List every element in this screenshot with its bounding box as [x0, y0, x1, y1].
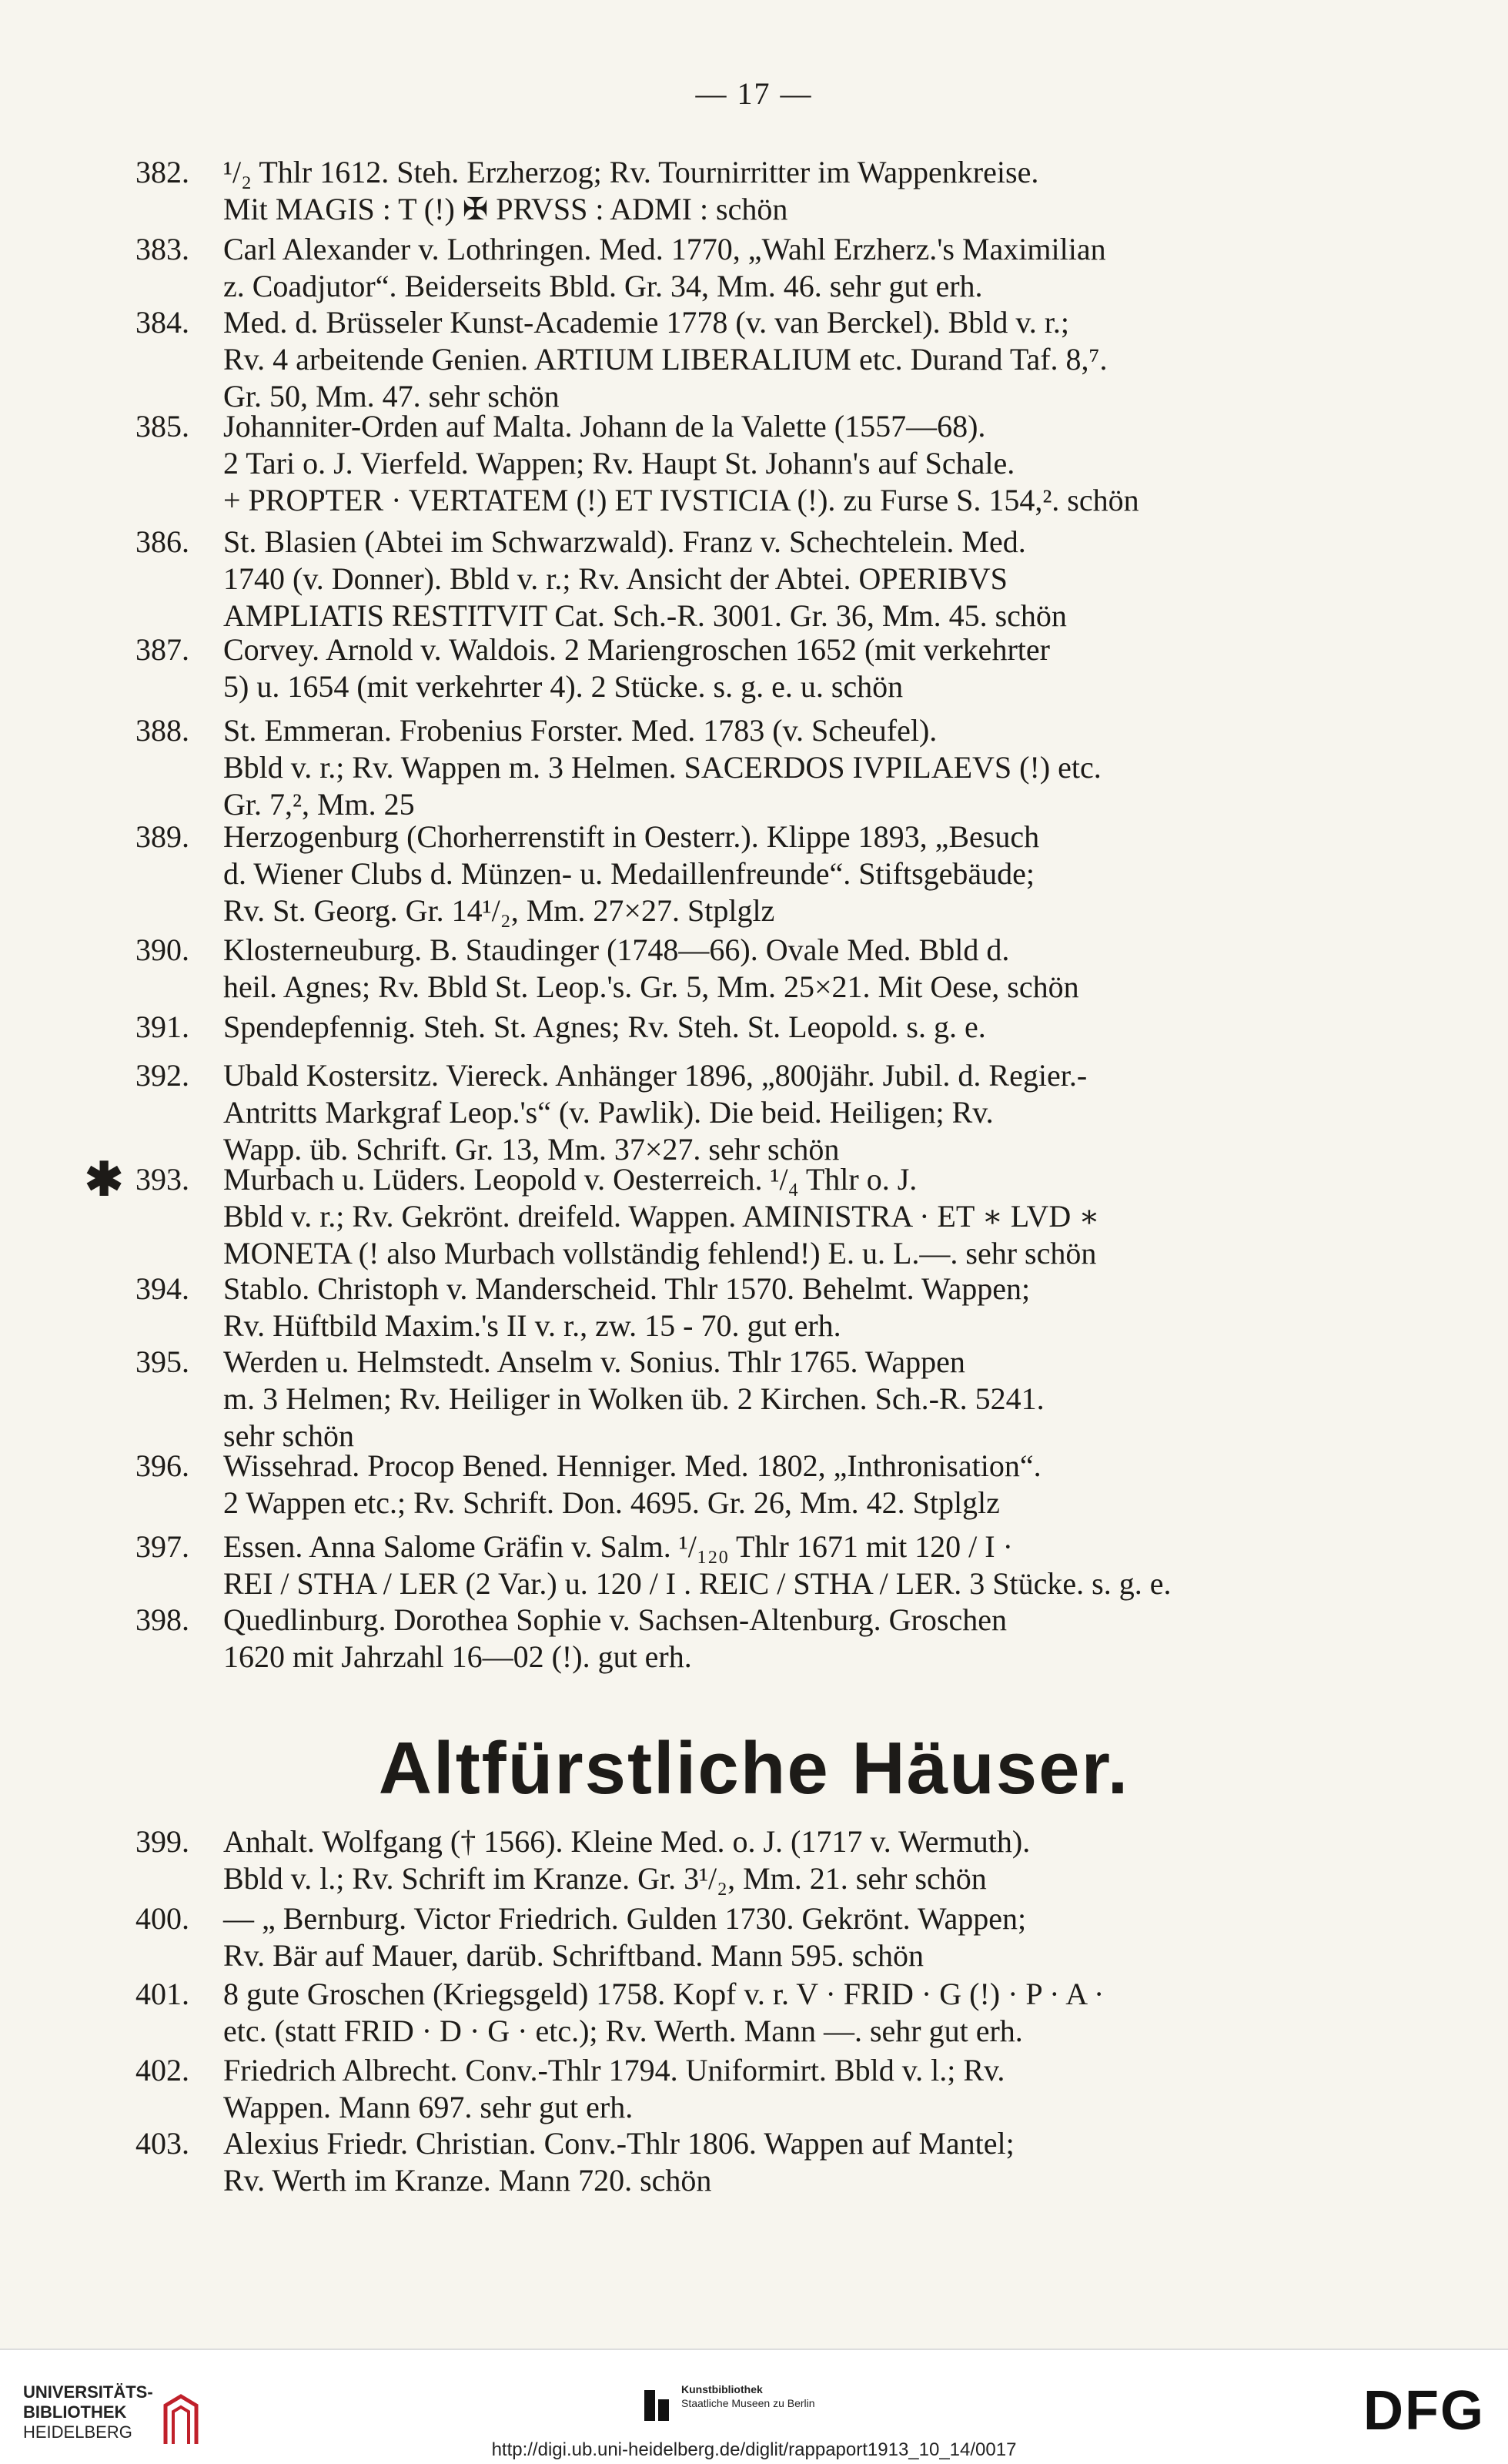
- entry-line: Stablo. Christoph v. Manderscheid. Thlr 1570. Behelmt. Wappen;: [223, 1271, 1031, 1306]
- ub-logo-line1: UNIVERSITÄTS-: [23, 2382, 153, 2402]
- entry-line: 2 Wappen etc.; Rv. Schrift. Don. 4695. Gr. 26, Mm. 42. Stplglz: [223, 1485, 1000, 1520]
- entry-line: Essen. Anna Salome Gräfin v. Salm. ¹/₁₂₀ Thlr 1671 mit 120 / I ·: [223, 1529, 1013, 1564]
- entry-line: Rv. Werth im Kranze. Mann 720. schön: [223, 2163, 712, 2198]
- entry-line: d. Wiener Clubs d. Münzen- u. Medaillenfreunde“. Stiftsgebäude;: [223, 856, 1035, 891]
- entry-text: [223, 524, 1347, 634]
- entry-text: [223, 819, 1347, 929]
- entry-number: 386.: [135, 524, 189, 559]
- entry-line: z. Coadjutor“. Beiderseits Bbld. Gr. 34, Mm. 46. sehr gut erh.: [223, 269, 983, 303]
- entry-line: Murbach u. Lüders. Leopold v. Oesterreich. ¹/₄ Thlr o. J.: [223, 1162, 918, 1197]
- entry-line: Alexius Friedr. Christian. Conv.-Thlr 1806. Wappen auf Mantel;: [223, 2126, 1015, 2161]
- entry-number: 401.: [135, 1977, 189, 2011]
- entry-line: AMPLIATIS RESTITVIT Cat. Sch.-R. 3001. Gr. 36, Mm. 45. schön: [223, 598, 1067, 633]
- entry-number: 382.: [135, 155, 189, 189]
- entry-line: Mit MAGIS : T (!) ✠ PRVSS : ADMI : schön: [223, 192, 788, 226]
- entry-text: [223, 154, 1347, 228]
- entry-number: 403.: [135, 2126, 189, 2161]
- entry-text: [223, 1009, 1347, 1046]
- entry-line: St. Blasien (Abtei im Schwarzwald). Franz v. Schechtelein. Med.: [223, 524, 1026, 559]
- entry-line: 8 gute Groschen (Kriegsgeld) 1758. Kopf v. r. V · FRID · G (!) · P · A ·: [223, 1977, 1105, 2011]
- entry-line: — „ Bernburg. Victor Friedrich. Gulden 1730. Gekrönt. Wappen;: [223, 1901, 1027, 1936]
- entry-line: Gr. 7,², Mm. 25: [223, 787, 415, 822]
- ub-logo-line3: HEIDELBERG: [23, 2422, 132, 2442]
- entry-line: m. 3 Helmen; Rv. Heiliger in Wolken üb. 2 Kirchen. Sch.-R. 5241.: [223, 1381, 1045, 1416]
- entry-line: Herzogenburg (Chorherrenstift in Oesterr.). Klippe 1893, „Besuch: [223, 819, 1040, 854]
- entry-line: Friedrich Albrecht. Conv.-Thlr 1794. Uniformirt. Bbld v. l.; Rv.: [223, 2053, 1005, 2087]
- entry-line: 5) u. 1654 (mit verkehrter 4). 2 Stücke. s. g. e. u. schön: [223, 669, 904, 704]
- entry-number: 394.: [135, 1271, 189, 1306]
- entry-text: [223, 231, 1347, 305]
- entry-number: 395.: [135, 1344, 189, 1379]
- entry-line: Johanniter-Orden auf Malta. Johann de la Valette (1557—68).: [223, 409, 986, 444]
- dfg-logo[interactable]: DFG: [1363, 2380, 1485, 2442]
- permalink-url[interactable]: http://digi.ub.uni-heidelberg.de/diglit/rappaport1913_10_14/0017: [491, 2439, 1017, 2460]
- entry-text: [223, 304, 1347, 415]
- entry-text: [223, 408, 1347, 519]
- entry-text: [223, 1976, 1347, 2050]
- entry-line: MONETA (! also Murbach vollständig fehlend!) E. u. L.—. sehr schön: [223, 1236, 1097, 1270]
- entry-text: [223, 1448, 1347, 1522]
- entry-number: 392.: [135, 1058, 189, 1093]
- entry-text: [223, 2052, 1347, 2126]
- entry-line: Anhalt. Wolfgang († 1566). Kleine Med. o. J. (1717 v. Wermuth).: [223, 1824, 1031, 1859]
- entry-line: 1740 (v. Donner). Bbld v. r.; Rv. Ansicht der Abtei. OPERIBVS: [223, 561, 1008, 596]
- entry-line: Wissehrad. Procop Bened. Henniger. Med. 1802, „Inthronisation“.: [223, 1448, 1042, 1483]
- entry-text: [223, 1528, 1347, 1602]
- entry-line: REI / STHA / LER (2 Var.) u. 120 / I . REIC / STHA / LER. 3 Stücke. s. g. e.: [223, 1566, 1172, 1601]
- entry-number: 384.: [135, 305, 189, 340]
- entry-number: 390.: [135, 932, 189, 967]
- entry-line: Wapp. üb. Schrift. Gr. 13, Mm. 37×27. sehr schön: [223, 1132, 840, 1167]
- entry-text: [223, 1900, 1347, 1974]
- entry-text: [223, 1057, 1347, 1168]
- asterisk-marker: ✱: [85, 1154, 124, 1205]
- entry-number: 389.: [135, 819, 189, 854]
- entry-text: [223, 631, 1347, 705]
- footer: [0, 2348, 1508, 2464]
- entry-line: etc. (statt FRID · D · G · etc.); Rv. Werth. Mann —. sehr gut erh.: [223, 2014, 1023, 2048]
- entry-line: 1620 mit Jahrzahl 16—02 (!). gut erh.: [223, 1639, 692, 1674]
- entry-text: [223, 1344, 1347, 1455]
- entry-text: [223, 1270, 1347, 1344]
- entry-number: 383.: [135, 232, 189, 266]
- entry-line: Corvey. Arnold v. Waldois. 2 Mariengroschen 1652 (mit verkehrter: [223, 632, 1050, 667]
- entry-number: 391.: [135, 1009, 189, 1044]
- entry-line: Rv. Bär auf Mauer, darüb. Schriftband. Mann 595. schön: [223, 1938, 925, 1973]
- entry-number: 397.: [135, 1529, 189, 1564]
- entry-line: St. Emmeran. Frobenius Forster. Med. 1783 (v. Scheufel).: [223, 713, 938, 748]
- entry-line: Ubald Kostersitz. Viereck. Anhänger 1896, „800jähr. Jubil. d. Regier.-: [223, 1058, 1088, 1093]
- entry-line: Gr. 50, Mm. 47. sehr schön: [223, 379, 560, 413]
- entry-text: [223, 712, 1347, 823]
- entry-line: Antritts Markgraf Leop.'s“ (v. Pawlik). Die beid. Heiligen; Rv.: [223, 1095, 994, 1130]
- entry-number: 400.: [135, 1901, 189, 1936]
- section-title: Altfürstliche Häuser.: [378, 1727, 1130, 1810]
- ub-logo-line2: BIBLIOTHEK: [23, 2402, 127, 2422]
- entry-line: Werden u. Helmstedt. Anselm v. Sonius. Thlr 1765. Wappen: [223, 1344, 965, 1379]
- entry-line: Rv. St. Georg. Gr. 14¹/₂, Mm. 27×27. Stplglz: [223, 893, 775, 928]
- entry-line: + PROPTER · VERTATEM (!) ET IVSTICIA (!). zu Furse S. 154,². schön: [223, 483, 1139, 517]
- entry-number: 393.: [135, 1162, 189, 1197]
- kunstbibliothek-subtitle: Staatliche Museen zu Berlin: [681, 2397, 815, 2409]
- entry-text: [223, 932, 1347, 1006]
- entry-number: 388.: [135, 713, 189, 748]
- entry-line: Bbld v. r.; Rv. Gekrönt. dreifeld. Wappen. AMINISTRA · ET ∗ LVD ∗: [223, 1199, 1100, 1234]
- page-number: — 17 —: [695, 76, 813, 111]
- entry-line: Bbld v. l.; Rv. Schrift im Kranze. Gr. 3¹/₂, Mm. 21. sehr schön: [223, 1861, 987, 1896]
- entry-line: Rv. Hüftbild Maxim.'s II v. r., zw. 15 - 70. gut erh.: [223, 1308, 841, 1343]
- entry-number: 396.: [135, 1448, 189, 1483]
- entry-number: 387.: [135, 632, 189, 667]
- entry-text: [223, 1823, 1347, 1897]
- entry-line: Rv. 4 arbeitende Genien. ARTIUM LIBERALIUM etc. Durand Taf. 8,⁷.: [223, 342, 1108, 377]
- entry-text: [223, 1161, 1347, 1272]
- entry-number: 402.: [135, 2053, 189, 2087]
- entry-line: ¹/₂ Thlr 1612. Steh. Erzherzog; Rv. Tournirritter im Wappenkreise.: [223, 155, 1039, 189]
- entry-line: Spendepfennig. Steh. St. Agnes; Rv. Steh. St. Leopold. s. g. e.: [223, 1009, 986, 1044]
- entry-line: Klosterneuburg. B. Staudinger (1748—66). Ovale Med. Bbld d.: [223, 932, 1010, 967]
- entry-line: Carl Alexander v. Lothringen. Med. 1770, „Wahl Erzherz.'s Maximilian: [223, 232, 1106, 266]
- entry-text: [223, 1602, 1347, 1676]
- entry-line: 2 Tari o. J. Vierfeld. Wappen; Rv. Haupt St. Johann's auf Schale.: [223, 446, 1015, 480]
- entry-line: Med. d. Brüsseler Kunst-Academie 1778 (v. van Berckel). Bbld v. r.;: [223, 305, 1070, 340]
- entry-number: 385.: [135, 409, 189, 444]
- entry-line: Quedlinburg. Dorothea Sophie v. Sachsen-Altenburg. Groschen: [223, 1602, 1007, 1637]
- kunstbibliothek-icon: [641, 2387, 672, 2424]
- entry-line: Wappen. Mann 697. sehr gut erh.: [223, 2090, 634, 2124]
- entry-number: 398.: [135, 1602, 189, 1637]
- university-library-logo[interactable]: [23, 2382, 153, 2442]
- entry-line: sehr schön: [223, 1418, 354, 1453]
- entry-line: Bbld v. r.; Rv. Wappen m. 3 Helmen. SACERDOS IVPILAEVS (!) etc.: [223, 750, 1102, 785]
- kunstbibliothek-name: Kunstbibliothek: [681, 2383, 763, 2395]
- entry-line: heil. Agnes; Rv. Bbld St. Leop.'s. Gr. 5, Mm. 25×21. Mit Oese, schön: [223, 969, 1079, 1004]
- entry-number: 399.: [135, 1824, 189, 1859]
- entry-text: [223, 2125, 1347, 2199]
